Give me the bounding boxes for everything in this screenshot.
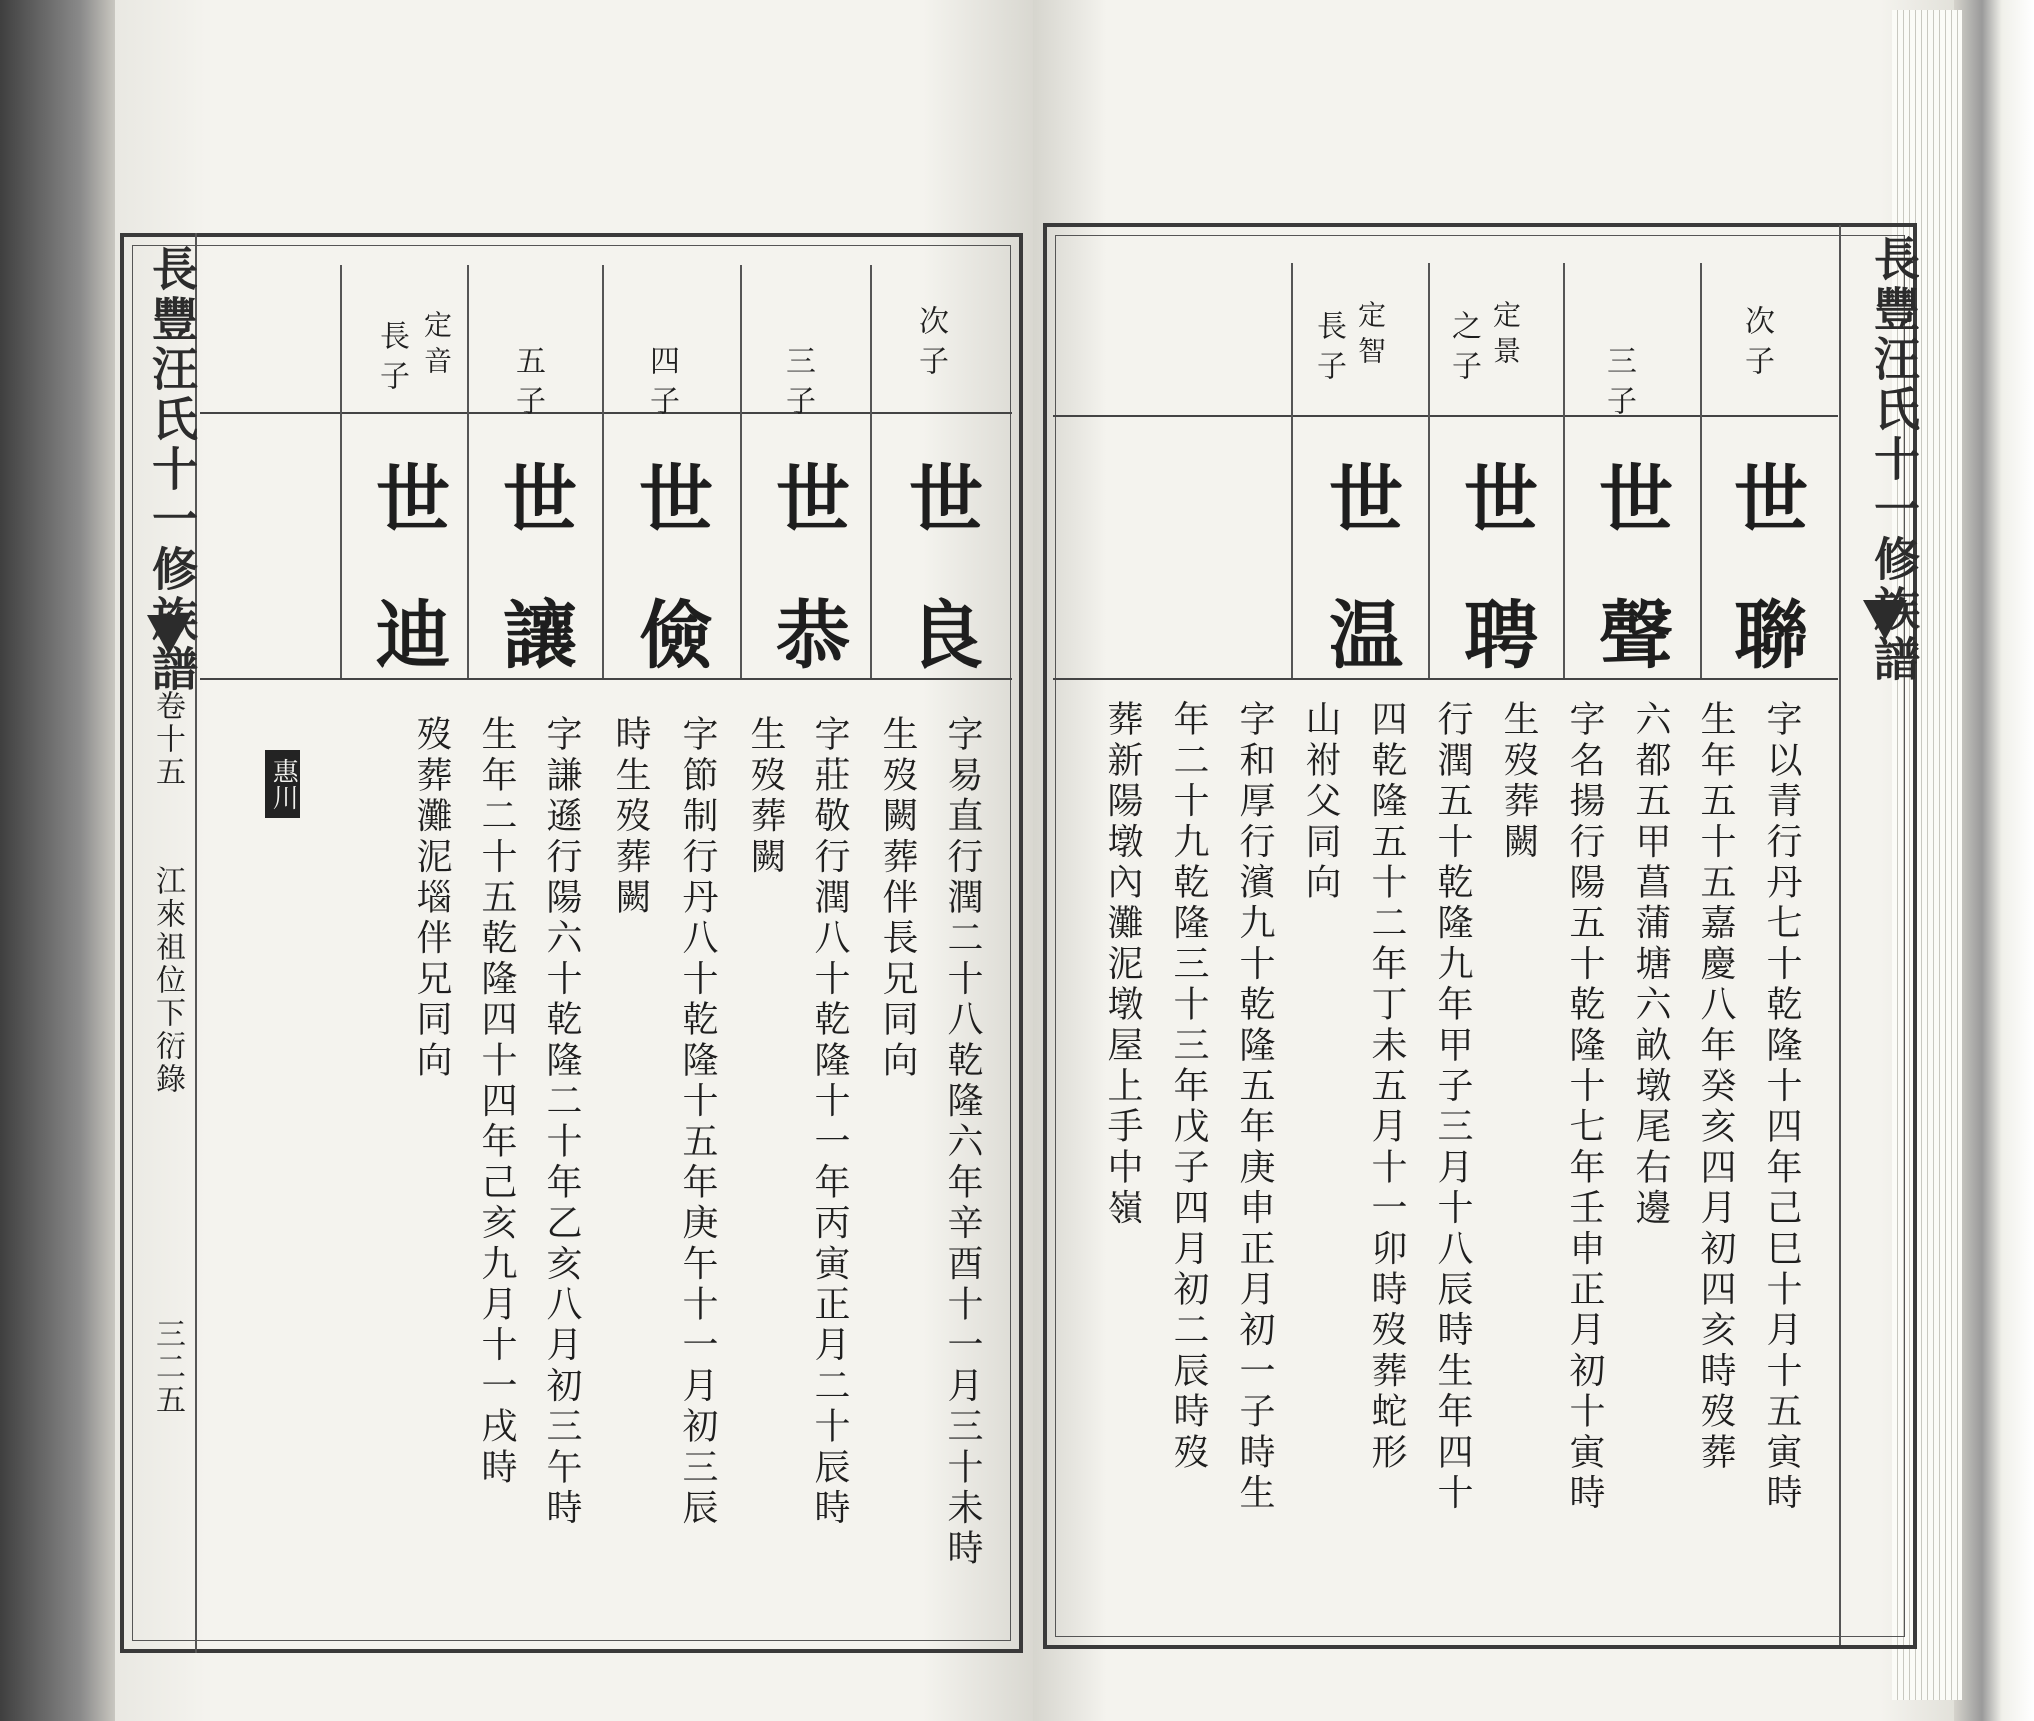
record-line: 六都五甲菖蒲塘六畝墩尾右邊 [1630,700,1671,1230]
gen-label-second-son: 次子 [1739,305,1774,385]
name-shi-rang: 世讓 [491,460,577,732]
record-line: 字和厚行濱九十乾隆五年庚申正月初一子時生 [1234,700,1275,1514]
left-spine-volume: 卷十五 [150,690,185,789]
name-shi-wen: 世温 [1317,460,1403,732]
gen-label-fourth-son: 四子 [644,345,679,425]
record-line: 字易直行潤二十八乾隆六年辛酉十一月三十未時 [942,715,983,1570]
record-line: 字名揚行陽五十乾隆十七年壬申正月初十寅時 [1564,700,1605,1514]
seal-stamp: 惠川 [265,750,300,818]
right-spine-title: 長豐汪氏十一修族譜 [1867,235,1921,685]
record-line: 葬新陽墩內灘泥墩屋上手中嶺 [1102,700,1143,1230]
fish-tail-mark [1863,600,1907,640]
name-shi-lian: 世聯 [1722,460,1808,732]
gen-label-ding-zhi: 定智 [1354,300,1387,372]
left-page [115,0,1033,1721]
gen-label-second-son: 次子 [913,305,948,385]
left-page-number: 三二五 [150,1318,185,1417]
gen-label-fifth-son: 五子 [510,345,545,425]
name-shi-jian: 世儉 [627,460,713,732]
name-shi-sheng: 世聲 [1587,460,1673,732]
left-spine-branch: 江來祖位下衍錄 [150,865,185,1096]
record-line: 四乾隆五十二年丁未五月十一卯時歿葬蛇形 [1366,700,1407,1474]
name-shi-di: 世迪 [364,460,450,732]
book-right-edge [1954,0,2034,1721]
name-shi-pin: 世聘 [1452,460,1538,732]
record-line: 歿葬灘泥堖伴兄同向 [411,715,452,1082]
record-line: 生歿葬闕 [745,715,786,878]
record-line: 生歿闕葬伴長兄同向 [877,715,918,1082]
record-line: 生歿葬闕 [1498,700,1539,863]
book-left-shadow [0,0,115,1721]
record-line: 字謙遜行陽六十乾隆二十年乙亥八月初三午時 [541,715,582,1529]
record-line: 生年五十五嘉慶八年癸亥四月初四亥時歿葬 [1695,700,1736,1474]
record-line: 字以青行丹七十乾隆十四年己巳十月十五寅時 [1761,700,1802,1514]
gen-label-eldest-son: 長子 [1311,310,1346,390]
gen-label-eldest-son: 長子 [374,320,409,400]
record-line: 年二十九乾隆三十三年戊子四月初二辰時歿 [1168,700,1209,1474]
gen-label-third-son: 三子 [780,345,815,425]
record-line: 行潤五十乾隆九年甲子三月十八辰時生年四十 [1432,700,1473,1514]
name-shi-liang: 世良 [897,460,983,732]
gen-label-third-son: 三子 [1601,345,1636,425]
record-line: 時生歿葬闕 [610,715,651,919]
name-shi-gong: 世恭 [764,460,850,732]
record-line: 生年二十五乾隆四十四年己亥九月十一戌時 [476,715,517,1489]
left-spine-title: 長豐汪氏十一修族譜 [145,245,199,695]
record-line: 字莊敬行潤八十乾隆十一年丙寅正月二十辰時 [809,715,850,1529]
gen-label-ding-yin: 定音 [420,310,453,382]
record-line: 字節制行丹八十乾隆十五年庚午十一月初三辰 [677,715,718,1529]
gen-label-ding-jing: 定景 [1489,300,1522,372]
right-page [1033,0,1954,1721]
record-line: 山祔父同向 [1300,700,1341,904]
gen-label-zhi-zi: 之子 [1446,310,1481,390]
fish-tail-mark [147,615,191,655]
